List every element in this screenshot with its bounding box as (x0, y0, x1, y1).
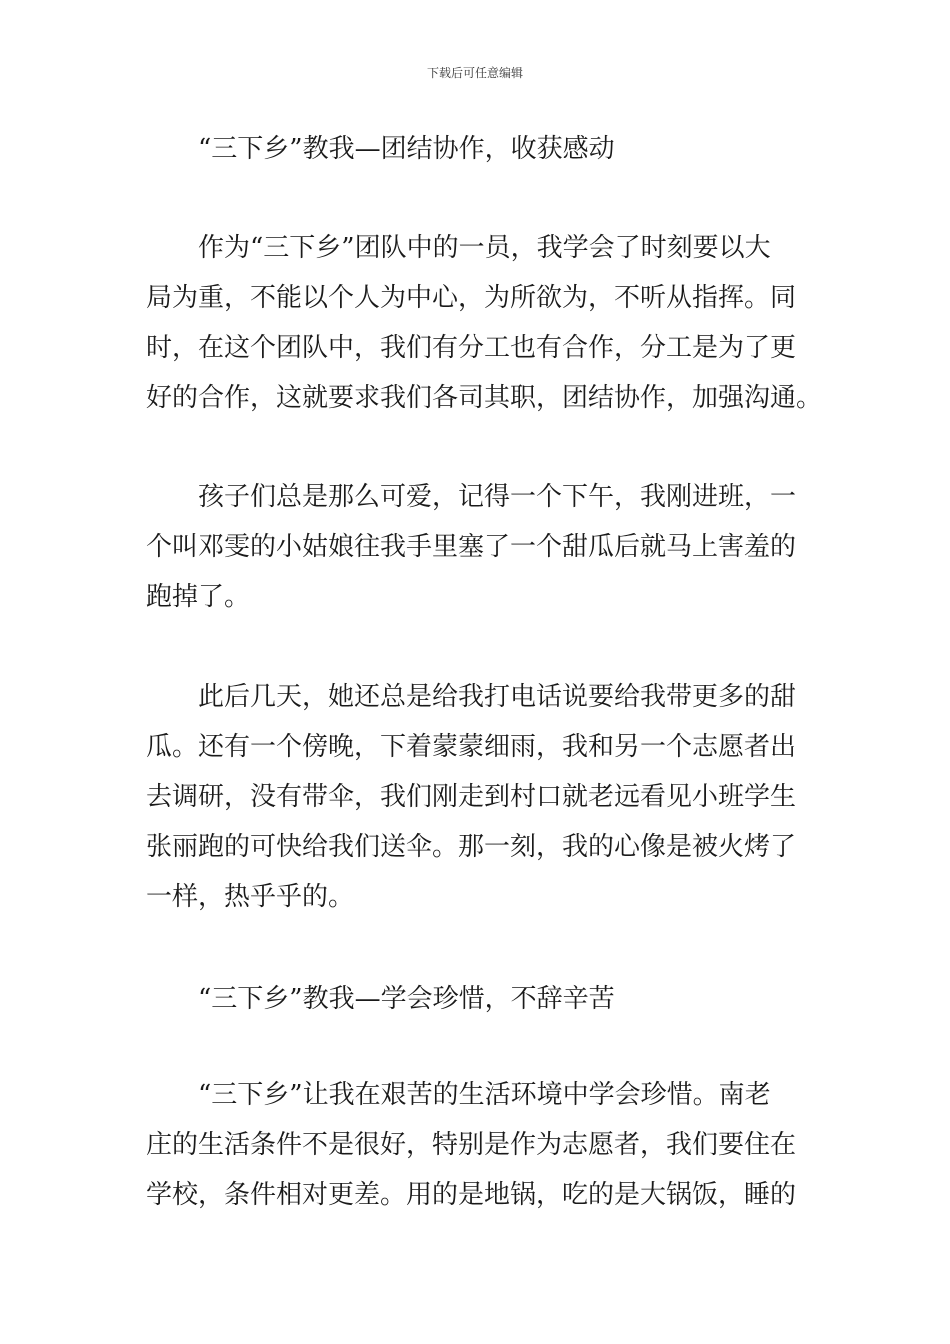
paragraph-line: “三下乡”让我在艰苦的生活环境中学会珍惜。南老 (198, 1080, 771, 1110)
paragraph-line: 此后几天，她还总是给我打电话说要给我带更多的甜 (198, 682, 797, 712)
section-heading-1: “三下乡”教我—团结协作，收获感动 (198, 134, 615, 164)
paragraph-line: 去调研，没有带伞，我们刚走到村口就老远看见小班学生 (146, 782, 797, 812)
paragraph-line: 跑掉了。 (146, 582, 251, 612)
paragraph-line: 好的合作，这就要求我们各司其职，团结协作，加强沟通。 (146, 383, 823, 413)
paragraph-line: 瓜。还有一个傍晚，下着蒙蒙细雨，我和另一个志愿者出 (146, 732, 797, 762)
paragraph-line: 个叫邓雯的小姑娘往我手里塞了一个甜瓜后就马上害羞的 (146, 532, 797, 562)
paragraph-line: 庄的生活条件不是很好，特别是作为志愿者，我们要住在 (146, 1130, 797, 1160)
paragraph-line: 学校，条件相对更差。用的是地锅，吃的是大锅饭，睡的 (146, 1180, 797, 1210)
paragraph-line: 张丽跑的可快给我们送伞。那一刻，我的心像是被火烤了 (146, 832, 797, 862)
paragraph-2 (146, 472, 808, 622)
paragraph-1 (146, 223, 823, 423)
paragraph-line: 作为“三下乡”团队中的一员，我学会了时刻要以大 (198, 233, 771, 263)
paragraph-4 (146, 1070, 808, 1220)
header-note: 下载后可任意编辑 (426, 66, 523, 80)
section-heading-2: “三下乡”教我—学会珍惜，不辞辛苦 (198, 984, 615, 1014)
paragraph-line: 时，在这个团队中，我们有分工也有合作，分工是为了更 (146, 333, 797, 363)
paragraph-line: 局为重，不能以个人为中心，为所欲为，不听从指挥。同 (146, 283, 797, 313)
paragraph-line: 孩子们总是那么可爱，记得一个下午，我刚进班，一 (198, 482, 797, 512)
paragraph-3 (146, 672, 808, 922)
paragraph-line: 一样，热乎乎的。 (146, 882, 355, 912)
